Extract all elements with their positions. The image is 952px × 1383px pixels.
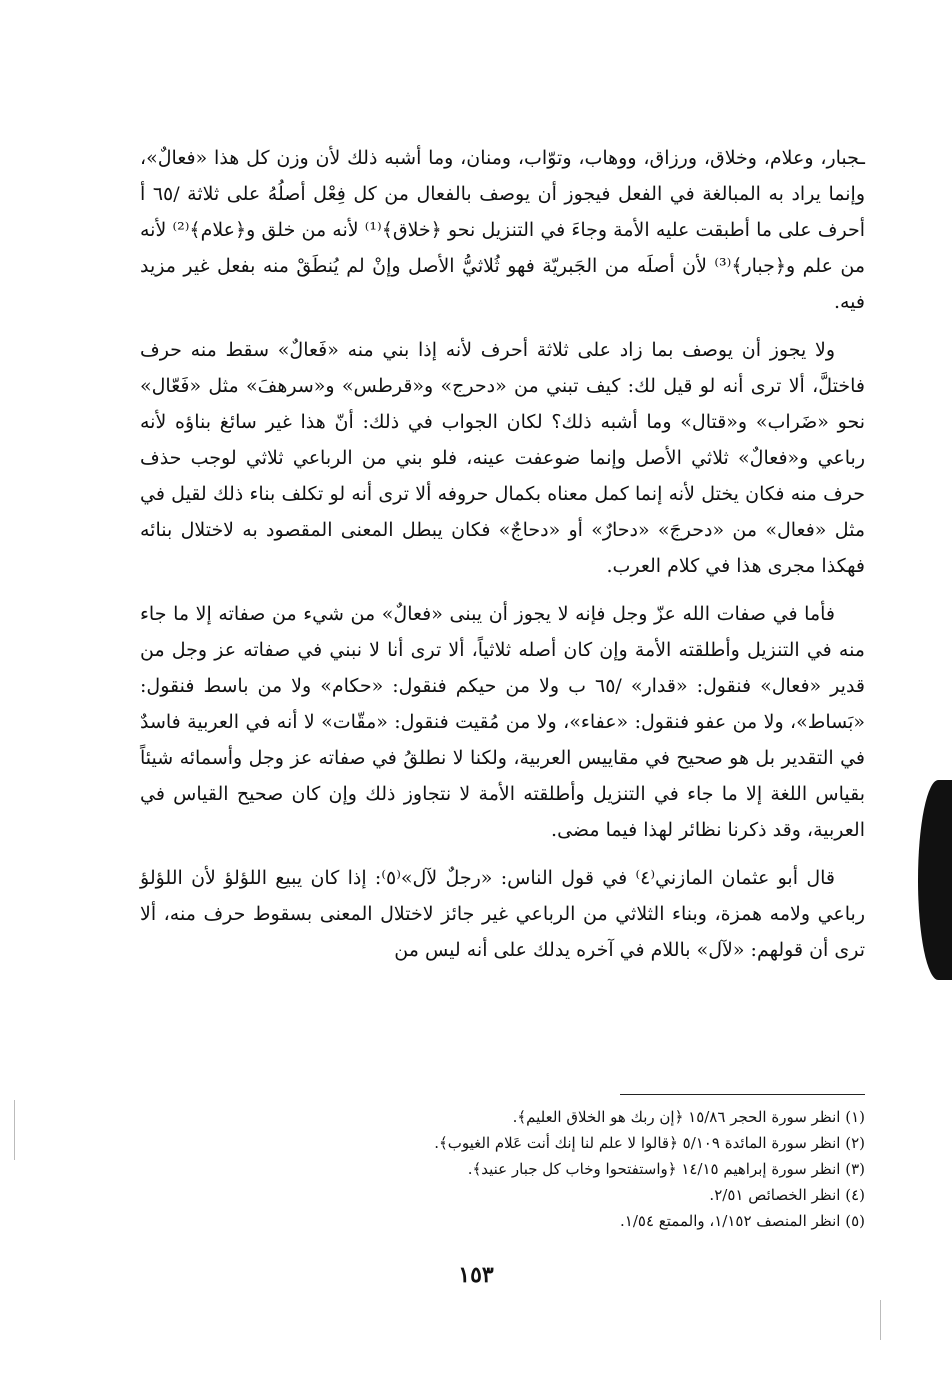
- footnote-4: (٤) انظر الخصائص ٢/٥١.: [709, 1186, 865, 1204]
- footnote-3: (٣) انظر سورة إبراهيم ١٤/١٥ ﴿واستفتحوا وخاب كل جبار عنيد﴾.: [467, 1160, 865, 1178]
- paragraph-3: فأما في صفات الله عزّ وجل فإنه لا يجوز أن يبنى «فعالٌ» من شيء من صفاته إلا ما جاء منه في التنزيل وأطلقته الأمة وإن كان أصله ثلاثياً، ألا ترى أنا لا نبني في صفاته عز وجل من قدير «فعال» فنقول: «قدار» /٦٥ ب ولا من حيكم فنقول: «حكام» ولا من باسط فنقول: «بَساط»، ولا من عفو فنقول: «عفاء»، ولا من مُقيت فنقول: «مقّات» لا أنه في العربية فاسدٌ في التقدير بل هو صحيح في مقاييس العربية، ولكنا لا نطلقُ في صفاته عز وجل وأسمائه شيئاً بقياس اللغة إلا ما جاء في التنزيل وأطلقته الأمة لا نتجاوز ذلك وإن كان صحيح القياس في العربية، وقد ذكرنا نظائر لهذا فيما مضى.: [140, 603, 866, 841]
- scan-mark-right: [880, 1300, 881, 1340]
- scan-mark-left: [14, 1100, 15, 1160]
- main-text: [140, 140, 865, 980]
- footnote-separator: [620, 1094, 865, 1095]
- footnote-5: (٥) انظر المنصف ١/١٥٢، والممتع ١/٥٤.: [620, 1212, 865, 1230]
- paragraph-4: قال أبو عثمان المازني⁽٤⁾ في قول الناس: «رجلٌ لآل»⁽٥⁾: إذا كان يبيع اللؤلؤ لأن اللؤلؤ رباعي ولامه همزة، وبناء الثلاثي من الرباعي غير جائز لاختلال المعنى بسقوط حرف منه، ألا ترى أن قولهم: «لآل» باللام في آخره يدلك على أنه ليس من: [140, 867, 865, 961]
- paragraph-2: ولا يجوز أن يوصف بما زاد على ثلاثة أحرف لأنه إذا بني منه «فَعالٌ» سقط منه حرف فاختلَّ، ألا ترى أنه لو قيل لك: كيف تبني من «دحرج» و«قرطس» و«سرهفَ» مثل «فَعّال» نحو «ضَراب» و«قتال» وما أشبه ذلك؟ لكان الجواب في ذلك: أنّ هذا غير سائغ بناؤه لأنه رباعي و«فعالٌ» ثلاثي الأصل وإنما ضوعفت عينه، فلو بني من الرباعي ثلاثي لوجب حذف حرف منه فكان يختل لأنه إنما كمل معناه بكمال حروفه ألا ترى أنه لو تكلف بناء ذلك لقيل في مثل «فعال» من «دحرجَ» «دحارٌ» أو «دحاجٌ» فكان يبطل المعنى المقصود به لاختلال بنائه فهكذا مجرى هذا في كلام العرب.: [140, 339, 865, 577]
- footnote-2: (٢) انظر سورة المائدة ٥/١٠٩ ﴿قالوا لا علم لنا إنك أنت عَلام الغيوب﴾.: [434, 1134, 865, 1152]
- footnotes: [300, 1104, 865, 1234]
- footnote-1: (١) انظر سورة الحجر ١٥/٨٦ ﴿إن ربك هو الخلاق العليم﴾.: [512, 1108, 865, 1126]
- page-number: ١٥٣: [458, 1262, 494, 1288]
- binding-shadow: [918, 780, 952, 980]
- paragraph-1: ـجبار، وعلام، وخلاق، ورزاق، ووهاب، وتوّاب، ومنان، وما أشبه ذلك لأن وزن كل هذا «فعالٌ»، وإنما يراد به المبالغة في الفعل فيجوز أن يوصف بالفعال من كل فِعْل أصلُهُ على ثلاثة /٦٥ أ أحرف على ما أطبقت عليه الأمة وجاءَ في التنزيل نحو ﴿خلاق﴾⁽¹⁾ لأنه من خلق و﴿علام﴾⁽²⁾ لأنه من علم و﴿جبار﴾⁽³⁾ لأن أصلَه من الجَبريّة فهو ثُلاثيُّ الأصل وإنْ لم يُنطَقْ منه بفعل غير مزيد فيه.: [140, 147, 866, 313]
